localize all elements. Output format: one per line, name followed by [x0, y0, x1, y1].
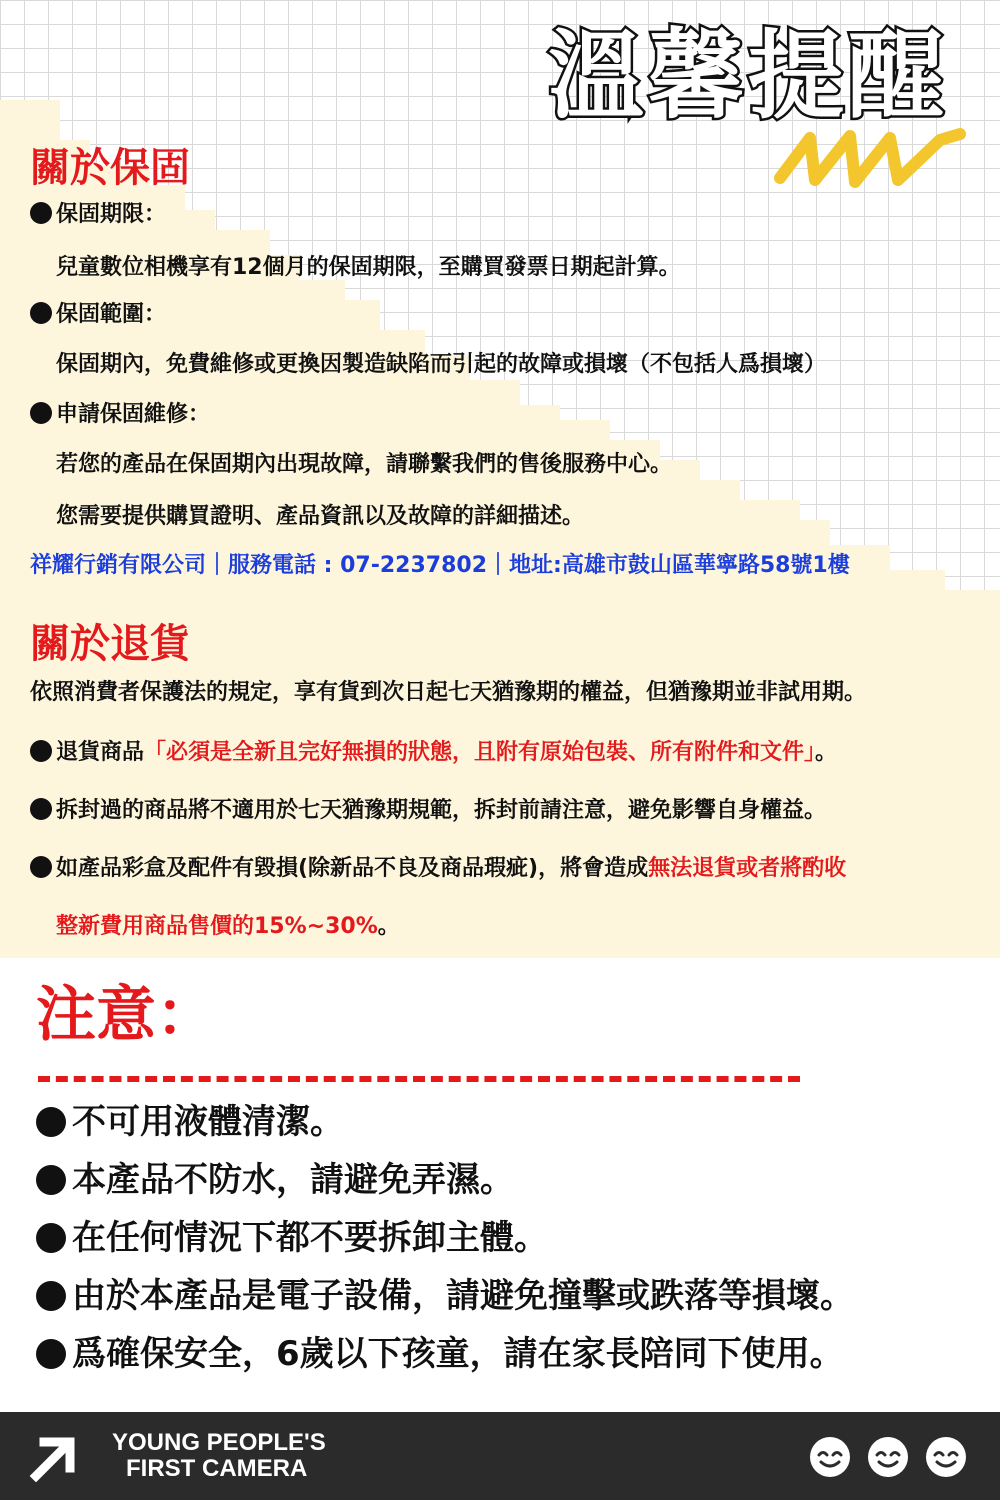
- dashed-divider: [38, 1076, 800, 1082]
- notice-item: [36, 1276, 854, 1317]
- notice-item: [36, 1160, 514, 1201]
- returns-item-1: [30, 740, 837, 766]
- page-title: 溫馨提醒: [548, 20, 948, 132]
- bullet-icon: [30, 798, 52, 820]
- warranty-apply-label: 申請保固維修：: [56, 402, 211, 427]
- returns-intro: 依照消費者保護法的規定，享有貨到次日起七天猶豫期的權益，但猶豫期並非試用期。: [30, 680, 867, 705]
- warranty-apply-text-1: 若您的產品在保固期內出現故障，請聯繫我們的售後服務中心。: [56, 452, 673, 477]
- notice-item-text: 在任何情況下都不要拆卸主體。: [72, 1218, 548, 1258]
- title-block: [490, 18, 970, 148]
- warranty-period-label-row: [30, 202, 166, 228]
- returns-item-3-warning: 無法退貨或者將酌收: [648, 856, 847, 881]
- smiley-icon: [808, 1435, 852, 1479]
- bullet-icon: [36, 1107, 66, 1137]
- returns-item-1-prefix: 退貨商品: [56, 740, 145, 765]
- returns-item-3-prefix: 如產品彩盒及配件有毀損(除新品不良及商品瑕疵)，將會造成: [56, 856, 649, 881]
- warranty-scope-label: 保固範圍：: [56, 302, 167, 327]
- returns-item-2-text: 拆封過的商品將不適用於七天猶豫期規範，拆封前請注意，避免影響自身權益。: [56, 798, 827, 823]
- smiley-icon: [924, 1435, 968, 1479]
- returns-item-2: [30, 798, 826, 824]
- arrow-up-right-icon: [28, 1432, 78, 1482]
- company-contact: 祥耀行銷有限公司｜服務電話 : 07-2237802｜地址:高雄市鼓山區華寧路58號1樓: [30, 553, 850, 578]
- bullet-icon: [36, 1281, 66, 1311]
- brand-line-1: YOUNG PEOPLE'S: [112, 1429, 326, 1456]
- bullet-icon: [36, 1165, 66, 1195]
- notice-item: [36, 1218, 548, 1259]
- brand-name: [112, 1430, 326, 1482]
- warranty-period-text: 兒童數位相機享有12個月的保固期限，至購買發票日期起計算。: [56, 255, 681, 280]
- returns-item-3-continued: [56, 914, 400, 940]
- bullet-icon: [30, 202, 52, 224]
- bullet-icon: [30, 402, 52, 424]
- brand-line-2: FIRST CAMERA: [126, 1454, 308, 1482]
- returns-item-1-suffix: 。: [815, 740, 838, 765]
- returns-item-1-condition: 「必須是全新且完好無損的狀態，且附有原始包裝、所有附件和文件」: [144, 740, 816, 765]
- notice-item-text: 不可用液體清潔。: [72, 1102, 344, 1142]
- returns-heading: 關於退貨: [30, 621, 190, 667]
- returns-item-3-fee: 整新費用商品售價的15%~30%: [56, 914, 378, 939]
- notice-item-text: 本產品不防水，請避免弄濕。: [72, 1160, 514, 1200]
- bullet-icon: [30, 302, 52, 324]
- bullet-icon: [30, 740, 52, 762]
- warranty-period-label: 保固期限：: [56, 202, 167, 227]
- returns-item-3: [30, 856, 846, 882]
- notice-item-text: 爲確保安全，6歲以下孩童，請在家長陪同下使用。: [72, 1334, 844, 1374]
- bullet-icon: [30, 856, 52, 878]
- warranty-scope-text: 保固期內，免費維修或更換因製造缺陷而引起的故障或損壞（不包括人爲損壞）: [56, 352, 827, 377]
- notice-item: [36, 1102, 344, 1143]
- warranty-scope-label-row: [30, 302, 166, 328]
- warranty-apply-label-row: [30, 402, 210, 428]
- smiley-icon: [866, 1435, 910, 1479]
- returns-item-3-suffix: 。: [377, 914, 400, 939]
- bullet-icon: [36, 1223, 66, 1253]
- warranty-heading: 關於保固: [30, 145, 190, 191]
- bullet-icon: [36, 1339, 66, 1369]
- notice-heading: 注意：: [36, 980, 216, 1050]
- warranty-apply-text-2: 您需要提供購買證明、產品資訊以及故障的詳細描述。: [56, 504, 585, 529]
- footer-bar: [0, 1412, 1000, 1500]
- notice-item-text: 由於本產品是電子設備，請避免撞擊或跌落等損壞。: [72, 1276, 854, 1316]
- notice-item: [36, 1334, 844, 1375]
